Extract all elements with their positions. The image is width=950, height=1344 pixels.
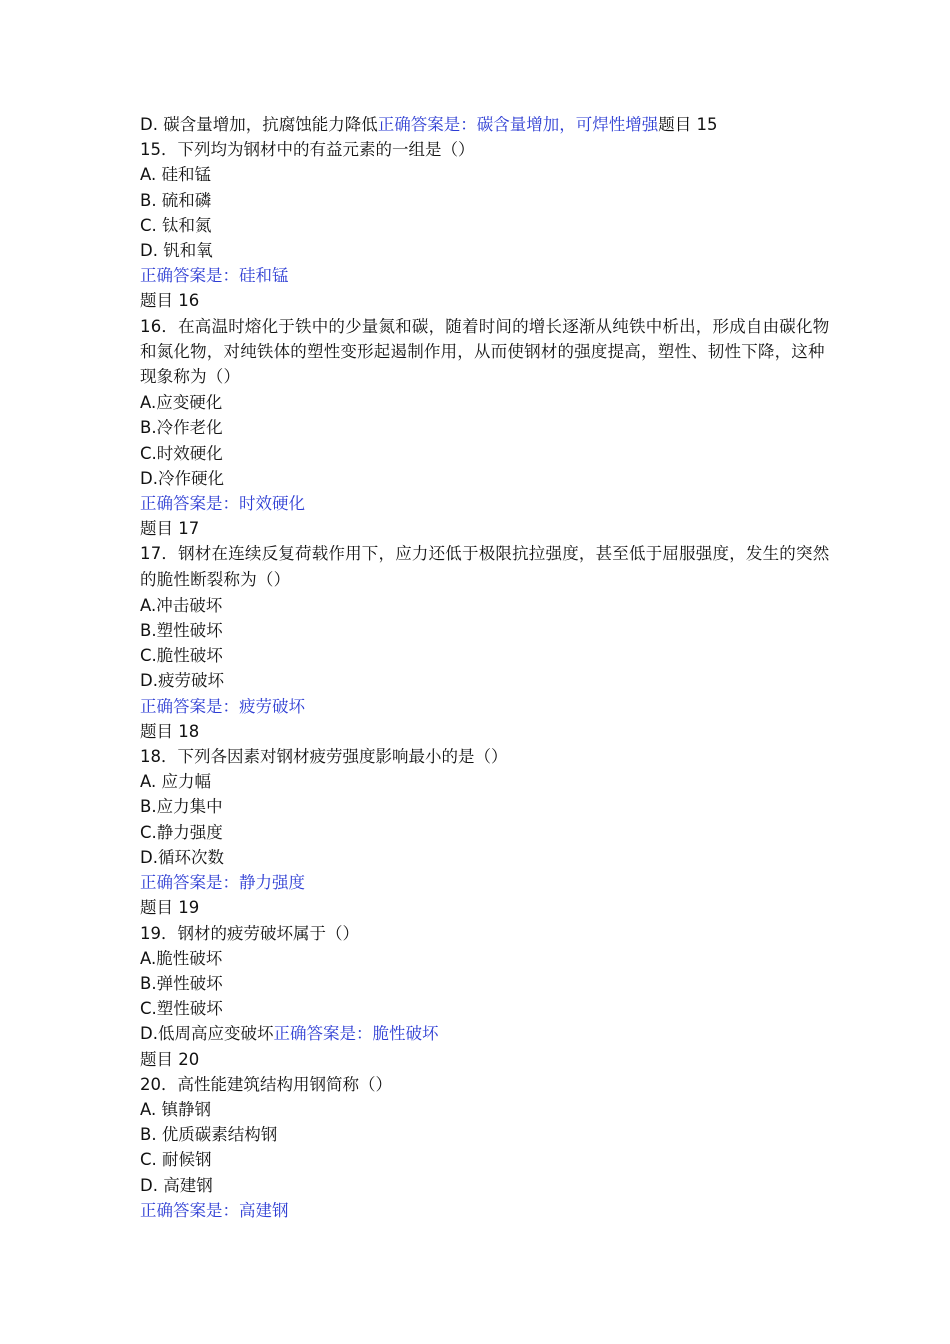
option-c: C.脆性破坏 (140, 646, 223, 666)
option-c: C.时效硬化 (140, 443, 223, 463)
correct-answer: 正确答案是：脆性破坏 (273, 1024, 439, 1044)
option-d: D.疲劳破坏 (140, 671, 224, 691)
question-number-heading: 题目 19 (140, 898, 200, 918)
option-a: A. 镇静钢 (140, 1099, 211, 1119)
correct-answer: 正确答案是：疲劳破坏 (140, 696, 305, 716)
option-b: B. 硫和磷 (140, 190, 212, 210)
question-stem: 19．钢材的疲劳破坏属于（） (140, 923, 359, 943)
option-d: D. 钒和氧 (140, 241, 213, 261)
question-number-heading: 题目 15 (658, 115, 718, 134)
option-b: B.弹性破坏 (140, 973, 223, 993)
option-c: C.塑性破坏 (140, 999, 223, 1019)
option-d-with-answer (140, 1021, 830, 1046)
option-b: B.塑性破坏 (140, 621, 223, 641)
question-stem: 16．在高温时熔化于铁中的少量氮和碳，随着时间的增长逐渐从纯铁中析出，形成自由碳化物和氮化物，对纯铁体的塑性变形起遏制作用，从而使钢材的强度提高，塑性、韧性下降，这种现象称为（） (140, 316, 830, 387)
option-c: C. 耐候钢 (140, 1150, 212, 1170)
correct-answer: 正确答案是：高建钢 (140, 1200, 289, 1220)
question-stem: 18．下列各因素对钢材疲劳强度影响最小的是（） (140, 747, 508, 767)
option-b: B. 优质碳素结构钢 (140, 1125, 278, 1145)
option-a: A.脆性破坏 (140, 948, 223, 968)
question-number-heading: 题目 17 (140, 519, 200, 539)
option-text: D. 碳含量增加，抗腐蚀能力降低 (140, 115, 378, 134)
question-number-heading: 题目 18 (140, 721, 200, 741)
option-a: A.应变硬化 (140, 393, 223, 413)
question-stem: 17．钢材在连续反复荷载作用下，应力还低于极限抗拉强度，甚至低于屈服强度，发生的突然的脆性断裂称为（） (140, 544, 830, 589)
option-a: A. 硅和锰 (140, 165, 211, 185)
line-q14-option-d (140, 112, 830, 137)
correct-answer: 正确答案是：静力强度 (140, 873, 305, 893)
question-stem: 20．高性能建筑结构用钢简称（） (140, 1074, 392, 1094)
correct-answer: 正确答案是：碳含量增加，可焊性增强 (377, 115, 659, 134)
option-d: D. 高建钢 (140, 1175, 213, 1195)
document-page (140, 112, 830, 1223)
question-stem: 15．下列均为钢材中的有益元素的一组是（） (140, 140, 475, 160)
correct-answer: 正确答案是：时效硬化 (140, 494, 305, 514)
question-number-heading: 题目 16 (140, 291, 200, 311)
option-c: C. 钛和氮 (140, 215, 212, 235)
option-a: A. 应力幅 (140, 772, 211, 792)
correct-answer: 正确答案是：硅和锰 (140, 266, 289, 286)
option-d: D.循环次数 (140, 847, 224, 867)
option-b: B.冷作老化 (140, 418, 223, 438)
question-number-heading: 题目 20 (140, 1049, 200, 1069)
option-c: C.静力强度 (140, 822, 223, 842)
option-d: D.低周高应变破坏 (140, 1024, 274, 1044)
option-b: B.应力集中 (140, 797, 223, 817)
option-d: D.冷作硬化 (140, 468, 224, 488)
option-a: A.冲击破坏 (140, 595, 223, 615)
